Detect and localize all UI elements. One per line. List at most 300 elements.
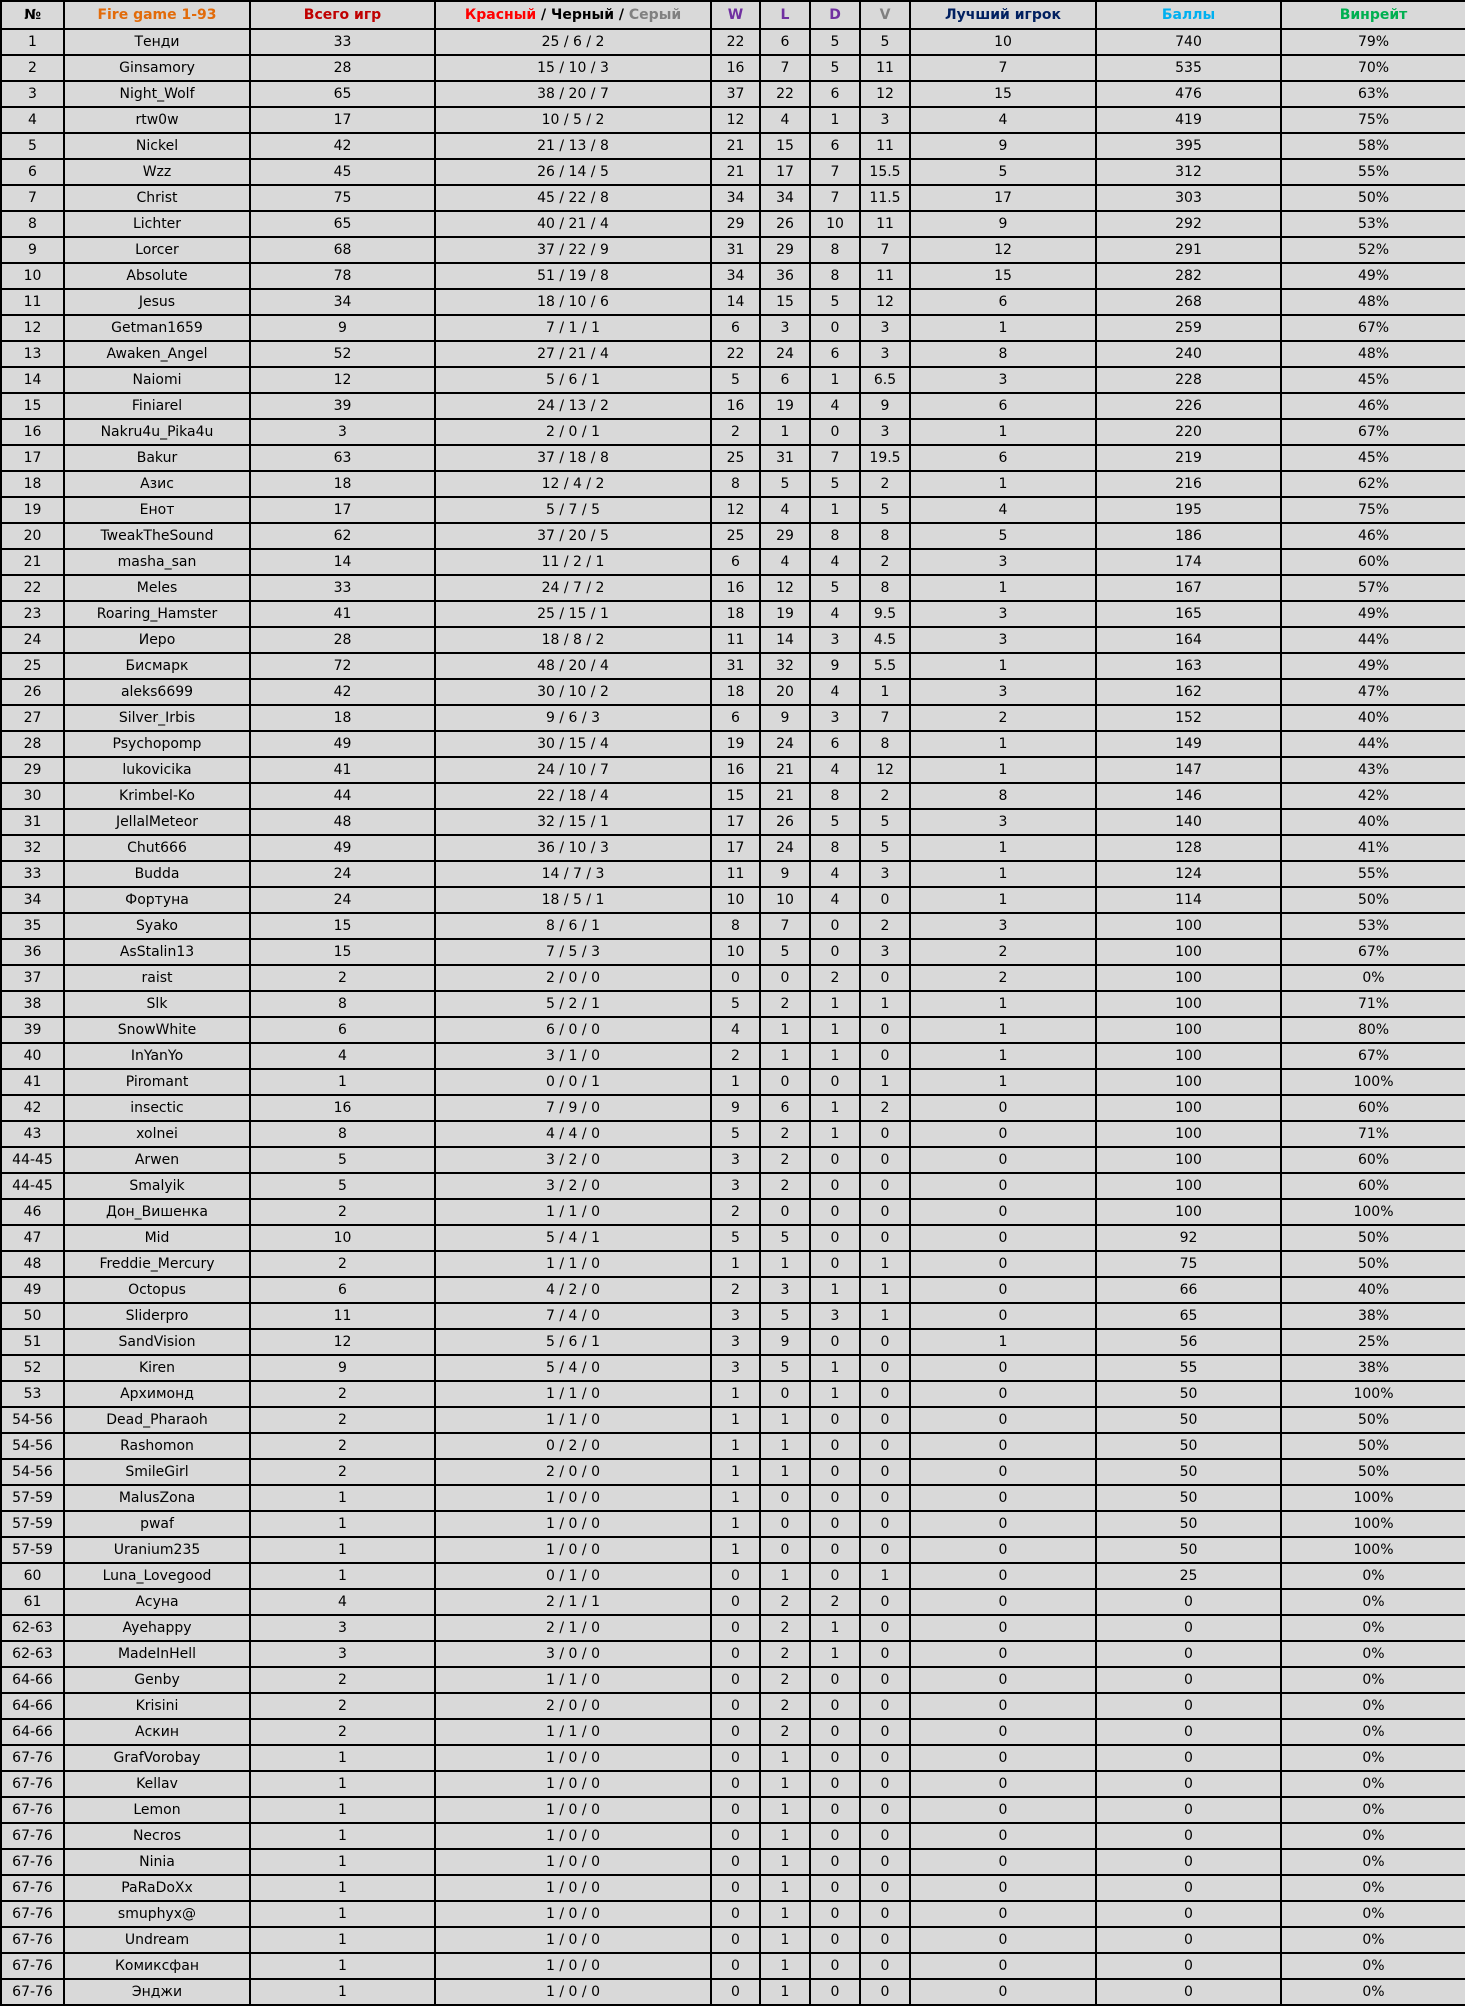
wins-cell: 34 bbox=[711, 263, 760, 289]
color-split-cell: 11 / 2 / 1 bbox=[435, 549, 711, 575]
rank-cell: 43 bbox=[1, 1121, 64, 1147]
winrate-cell: 67% bbox=[1281, 315, 1465, 341]
color-split-cell: 1 / 0 / 0 bbox=[435, 1979, 711, 2005]
player-name-cell: MadeInHell bbox=[64, 1641, 250, 1667]
points-cell: 226 bbox=[1096, 393, 1281, 419]
v-cell: 0 bbox=[860, 1823, 910, 1849]
total-games-cell: 1 bbox=[250, 1485, 435, 1511]
winrate-cell: 0% bbox=[1281, 1615, 1465, 1641]
draws-cell: 0 bbox=[810, 1823, 860, 1849]
v-cell: 9 bbox=[860, 393, 910, 419]
losses-cell: 6 bbox=[760, 1095, 810, 1121]
player-name-cell: Архимонд bbox=[64, 1381, 250, 1407]
rank-cell: 67-76 bbox=[1, 1797, 64, 1823]
draws-cell: 4 bbox=[810, 887, 860, 913]
player-name-cell: Night_Wolf bbox=[64, 81, 250, 107]
wins-cell: 0 bbox=[711, 1797, 760, 1823]
color-split-cell: 1 / 0 / 0 bbox=[435, 1537, 711, 1563]
v-cell: 11 bbox=[860, 133, 910, 159]
wins-cell: 6 bbox=[711, 705, 760, 731]
losses-cell: 7 bbox=[760, 913, 810, 939]
draws-cell: 0 bbox=[810, 1667, 860, 1693]
best-player-cell: 1 bbox=[910, 1069, 1096, 1095]
losses-cell: 34 bbox=[760, 185, 810, 211]
wins-cell: 25 bbox=[711, 445, 760, 471]
losses-cell: 0 bbox=[760, 1537, 810, 1563]
table-row bbox=[1, 1433, 1465, 1459]
points-cell: 167 bbox=[1096, 575, 1281, 601]
player-name-cell: Lorcer bbox=[64, 237, 250, 263]
rank-cell: 49 bbox=[1, 1277, 64, 1303]
best-player-cell: 1 bbox=[910, 731, 1096, 757]
points-cell: 25 bbox=[1096, 1563, 1281, 1589]
losses-cell: 1 bbox=[760, 1849, 810, 1875]
winrate-cell: 71% bbox=[1281, 991, 1465, 1017]
wins-cell: 6 bbox=[711, 549, 760, 575]
v-cell: 0 bbox=[860, 1199, 910, 1225]
header-w: W bbox=[711, 1, 760, 29]
best-player-cell: 1 bbox=[910, 1329, 1096, 1355]
header-points: Баллы bbox=[1096, 1, 1281, 29]
draws-cell: 0 bbox=[810, 1693, 860, 1719]
winrate-cell: 40% bbox=[1281, 705, 1465, 731]
points-cell: 50 bbox=[1096, 1407, 1281, 1433]
rank-cell: 11 bbox=[1, 289, 64, 315]
best-player-cell: 3 bbox=[910, 367, 1096, 393]
best-player-cell: 0 bbox=[910, 1615, 1096, 1641]
best-player-cell: 3 bbox=[910, 679, 1096, 705]
v-cell: 0 bbox=[860, 1589, 910, 1615]
v-cell: 1 bbox=[860, 1563, 910, 1589]
color-split-cell: 2 / 1 / 0 bbox=[435, 1615, 711, 1641]
winrate-cell: 0% bbox=[1281, 1979, 1465, 2005]
v-cell: 15.5 bbox=[860, 159, 910, 185]
winrate-cell: 50% bbox=[1281, 1407, 1465, 1433]
draws-cell: 1 bbox=[810, 1641, 860, 1667]
best-player-cell: 1 bbox=[910, 575, 1096, 601]
table-row bbox=[1, 1511, 1465, 1537]
color-split-cell: 37 / 20 / 5 bbox=[435, 523, 711, 549]
draws-cell: 0 bbox=[810, 1875, 860, 1901]
table-row bbox=[1, 1459, 1465, 1485]
v-cell: 0 bbox=[860, 1225, 910, 1251]
total-games-cell: 1 bbox=[250, 1823, 435, 1849]
total-games-cell: 1 bbox=[250, 1563, 435, 1589]
table-row bbox=[1, 887, 1465, 913]
color-split-cell: 32 / 15 / 1 bbox=[435, 809, 711, 835]
rank-cell: 60 bbox=[1, 1563, 64, 1589]
wins-cell: 2 bbox=[711, 1199, 760, 1225]
rank-cell: 9 bbox=[1, 237, 64, 263]
v-cell: 0 bbox=[860, 1407, 910, 1433]
color-split-cell: 2 / 0 / 1 bbox=[435, 419, 711, 445]
table-row bbox=[1, 1589, 1465, 1615]
total-games-cell: 1 bbox=[250, 1069, 435, 1095]
draws-cell: 0 bbox=[810, 1225, 860, 1251]
wins-cell: 8 bbox=[711, 471, 760, 497]
v-cell: 5 bbox=[860, 835, 910, 861]
losses-cell: 1 bbox=[760, 1459, 810, 1485]
rank-cell: 3 bbox=[1, 81, 64, 107]
winrate-cell: 67% bbox=[1281, 1043, 1465, 1069]
table-row bbox=[1, 107, 1465, 133]
v-cell: 0 bbox=[860, 1485, 910, 1511]
color-split-cell: 1 / 1 / 0 bbox=[435, 1407, 711, 1433]
losses-cell: 2 bbox=[760, 1121, 810, 1147]
v-cell: 2 bbox=[860, 471, 910, 497]
total-games-cell: 1 bbox=[250, 1979, 435, 2005]
header-rank: № bbox=[1, 1, 64, 29]
wins-cell: 0 bbox=[711, 1589, 760, 1615]
winrate-cell: 50% bbox=[1281, 1251, 1465, 1277]
rank-cell: 32 bbox=[1, 835, 64, 861]
table-row bbox=[1, 393, 1465, 419]
points-cell: 100 bbox=[1096, 1199, 1281, 1225]
table-row bbox=[1, 471, 1465, 497]
winrate-cell: 46% bbox=[1281, 523, 1465, 549]
rank-cell: 7 bbox=[1, 185, 64, 211]
winrate-cell: 50% bbox=[1281, 185, 1465, 211]
draws-cell: 5 bbox=[810, 471, 860, 497]
table-row bbox=[1, 1797, 1465, 1823]
draws-cell: 0 bbox=[810, 1797, 860, 1823]
table-row bbox=[1, 1875, 1465, 1901]
wins-cell: 18 bbox=[711, 679, 760, 705]
points-cell: 0 bbox=[1096, 1849, 1281, 1875]
best-player-cell: 2 bbox=[910, 965, 1096, 991]
player-name-cell: Naiomi bbox=[64, 367, 250, 393]
draws-cell: 3 bbox=[810, 627, 860, 653]
table-row bbox=[1, 653, 1465, 679]
points-cell: 0 bbox=[1096, 1979, 1281, 2005]
total-games-cell: 1 bbox=[250, 1511, 435, 1537]
v-cell: 5 bbox=[860, 29, 910, 55]
total-games-cell: 2 bbox=[250, 1433, 435, 1459]
total-games-cell: 2 bbox=[250, 1199, 435, 1225]
total-games-cell: 48 bbox=[250, 809, 435, 835]
v-cell: 3 bbox=[860, 107, 910, 133]
table-row bbox=[1, 1355, 1465, 1381]
v-cell: 0 bbox=[860, 1953, 910, 1979]
color-split-cell: 5 / 2 / 1 bbox=[435, 991, 711, 1017]
total-games-cell: 2 bbox=[250, 1459, 435, 1485]
rank-cell: 36 bbox=[1, 939, 64, 965]
wins-cell: 2 bbox=[711, 419, 760, 445]
total-games-cell: 24 bbox=[250, 887, 435, 913]
player-name-cell: Piromant bbox=[64, 1069, 250, 1095]
rank-cell: 53 bbox=[1, 1381, 64, 1407]
draws-cell: 1 bbox=[810, 1615, 860, 1641]
points-cell: 0 bbox=[1096, 1667, 1281, 1693]
table-row bbox=[1, 1485, 1465, 1511]
wins-cell: 0 bbox=[711, 1927, 760, 1953]
v-cell: 0 bbox=[860, 1381, 910, 1407]
player-name-cell: Arwen bbox=[64, 1147, 250, 1173]
losses-cell: 2 bbox=[760, 1615, 810, 1641]
color-split-cell: 5 / 4 / 0 bbox=[435, 1355, 711, 1381]
wins-cell: 21 bbox=[711, 133, 760, 159]
wins-cell: 10 bbox=[711, 939, 760, 965]
color-split-cell: 4 / 4 / 0 bbox=[435, 1121, 711, 1147]
table-row bbox=[1, 341, 1465, 367]
total-games-cell: 2 bbox=[250, 1693, 435, 1719]
winrate-cell: 55% bbox=[1281, 861, 1465, 887]
best-player-cell: 0 bbox=[910, 1433, 1096, 1459]
winrate-cell: 0% bbox=[1281, 1953, 1465, 1979]
best-player-cell: 1 bbox=[910, 471, 1096, 497]
v-cell: 6.5 bbox=[860, 367, 910, 393]
points-cell: 740 bbox=[1096, 29, 1281, 55]
points-cell: 114 bbox=[1096, 887, 1281, 913]
total-games-cell: 78 bbox=[250, 263, 435, 289]
total-games-cell: 49 bbox=[250, 731, 435, 757]
losses-cell: 5 bbox=[760, 939, 810, 965]
losses-cell: 0 bbox=[760, 1069, 810, 1095]
losses-cell: 14 bbox=[760, 627, 810, 653]
wins-cell: 5 bbox=[711, 991, 760, 1017]
total-games-cell: 39 bbox=[250, 393, 435, 419]
rank-cell: 50 bbox=[1, 1303, 64, 1329]
draws-cell: 0 bbox=[810, 939, 860, 965]
winrate-cell: 38% bbox=[1281, 1303, 1465, 1329]
losses-cell: 32 bbox=[760, 653, 810, 679]
points-cell: 174 bbox=[1096, 549, 1281, 575]
color-split-cell: 24 / 7 / 2 bbox=[435, 575, 711, 601]
player-name-cell: Фортуна bbox=[64, 887, 250, 913]
color-split-cell: 1 / 0 / 0 bbox=[435, 1875, 711, 1901]
player-name-cell: Wzz bbox=[64, 159, 250, 185]
winrate-cell: 60% bbox=[1281, 1095, 1465, 1121]
rank-cell: 23 bbox=[1, 601, 64, 627]
rank-cell: 64-66 bbox=[1, 1667, 64, 1693]
table-row bbox=[1, 965, 1465, 991]
rank-cell: 44-45 bbox=[1, 1173, 64, 1199]
color-split-cell: 21 / 13 / 8 bbox=[435, 133, 711, 159]
draws-cell: 6 bbox=[810, 81, 860, 107]
winrate-cell: 47% bbox=[1281, 679, 1465, 705]
color-split-cell: 18 / 5 / 1 bbox=[435, 887, 711, 913]
rank-cell: 64-66 bbox=[1, 1693, 64, 1719]
wins-cell: 1 bbox=[711, 1511, 760, 1537]
total-games-cell: 17 bbox=[250, 497, 435, 523]
table-row bbox=[1, 523, 1465, 549]
v-cell: 1 bbox=[860, 1277, 910, 1303]
draws-cell: 1 bbox=[810, 1381, 860, 1407]
points-cell: 152 bbox=[1096, 705, 1281, 731]
points-cell: 162 bbox=[1096, 679, 1281, 705]
best-player-cell: 3 bbox=[910, 627, 1096, 653]
total-games-cell: 1 bbox=[250, 1745, 435, 1771]
wins-cell: 0 bbox=[711, 1667, 760, 1693]
v-cell: 0 bbox=[860, 1797, 910, 1823]
winrate-cell: 0% bbox=[1281, 1797, 1465, 1823]
losses-cell: 1 bbox=[760, 1017, 810, 1043]
points-cell: 0 bbox=[1096, 1797, 1281, 1823]
color-split-cell: 38 / 20 / 7 bbox=[435, 81, 711, 107]
color-split-cell: 1 / 0 / 0 bbox=[435, 1901, 711, 1927]
winrate-cell: 0% bbox=[1281, 1589, 1465, 1615]
rank-cell: 67-76 bbox=[1, 1901, 64, 1927]
color-split-cell: 1 / 0 / 0 bbox=[435, 1927, 711, 1953]
draws-cell: 0 bbox=[810, 1173, 860, 1199]
v-cell: 0 bbox=[860, 1979, 910, 2005]
points-cell: 75 bbox=[1096, 1251, 1281, 1277]
draws-cell: 6 bbox=[810, 731, 860, 757]
draws-cell: 8 bbox=[810, 835, 860, 861]
best-player-cell: 3 bbox=[910, 601, 1096, 627]
player-name-cell: pwaf bbox=[64, 1511, 250, 1537]
total-games-cell: 65 bbox=[250, 81, 435, 107]
total-games-cell: 75 bbox=[250, 185, 435, 211]
player-name-cell: Bakur bbox=[64, 445, 250, 471]
wins-cell: 22 bbox=[711, 29, 760, 55]
points-cell: 50 bbox=[1096, 1511, 1281, 1537]
draws-cell: 0 bbox=[810, 1199, 860, 1225]
draws-cell: 0 bbox=[810, 1849, 860, 1875]
points-cell: 100 bbox=[1096, 1017, 1281, 1043]
losses-cell: 2 bbox=[760, 1667, 810, 1693]
draws-cell: 1 bbox=[810, 1095, 860, 1121]
v-cell: 3 bbox=[860, 419, 910, 445]
draws-cell: 0 bbox=[810, 1251, 860, 1277]
player-name-cell: insectic bbox=[64, 1095, 250, 1121]
v-cell: 1 bbox=[860, 1069, 910, 1095]
total-games-cell: 12 bbox=[250, 1329, 435, 1355]
points-cell: 216 bbox=[1096, 471, 1281, 497]
points-cell: 0 bbox=[1096, 1641, 1281, 1667]
losses-cell: 4 bbox=[760, 107, 810, 133]
player-name-cell: Lemon bbox=[64, 1797, 250, 1823]
v-cell: 1 bbox=[860, 991, 910, 1017]
color-split-cell: 27 / 21 / 4 bbox=[435, 341, 711, 367]
rank-cell: 13 bbox=[1, 341, 64, 367]
player-name-cell: Ninia bbox=[64, 1849, 250, 1875]
losses-cell: 1 bbox=[760, 1745, 810, 1771]
best-player-cell: 5 bbox=[910, 159, 1096, 185]
color-split-cell: 1 / 0 / 0 bbox=[435, 1823, 711, 1849]
total-games-cell: 42 bbox=[250, 133, 435, 159]
color-split-cell: 36 / 10 / 3 bbox=[435, 835, 711, 861]
v-cell: 5.5 bbox=[860, 653, 910, 679]
v-cell: 1 bbox=[860, 1303, 910, 1329]
v-cell: 4.5 bbox=[860, 627, 910, 653]
table-row bbox=[1, 185, 1465, 211]
points-cell: 0 bbox=[1096, 1927, 1281, 1953]
winrate-cell: 0% bbox=[1281, 1901, 1465, 1927]
v-cell: 0 bbox=[860, 1017, 910, 1043]
table-row bbox=[1, 1771, 1465, 1797]
wins-cell: 16 bbox=[711, 757, 760, 783]
v-cell: 0 bbox=[860, 1173, 910, 1199]
wins-cell: 25 bbox=[711, 523, 760, 549]
color-split-cell: 3 / 2 / 0 bbox=[435, 1173, 711, 1199]
wins-cell: 0 bbox=[711, 1641, 760, 1667]
table-row bbox=[1, 1901, 1465, 1927]
color-split-cell: 14 / 7 / 3 bbox=[435, 861, 711, 887]
table-row bbox=[1, 731, 1465, 757]
wins-cell: 6 bbox=[711, 315, 760, 341]
table-row bbox=[1, 1329, 1465, 1355]
color-split-cell: 22 / 18 / 4 bbox=[435, 783, 711, 809]
wins-cell: 0 bbox=[711, 1875, 760, 1901]
winrate-cell: 63% bbox=[1281, 81, 1465, 107]
draws-cell: 5 bbox=[810, 575, 860, 601]
best-player-cell: 0 bbox=[910, 1901, 1096, 1927]
wins-cell: 8 bbox=[711, 913, 760, 939]
table-row bbox=[1, 315, 1465, 341]
winrate-cell: 50% bbox=[1281, 1459, 1465, 1485]
best-player-cell: 0 bbox=[910, 1563, 1096, 1589]
losses-cell: 1 bbox=[760, 1823, 810, 1849]
table-row bbox=[1, 1277, 1465, 1303]
points-cell: 395 bbox=[1096, 133, 1281, 159]
points-cell: 100 bbox=[1096, 913, 1281, 939]
draws-cell: 4 bbox=[810, 393, 860, 419]
wins-cell: 1 bbox=[711, 1459, 760, 1485]
losses-cell: 1 bbox=[760, 1407, 810, 1433]
table-row bbox=[1, 1303, 1465, 1329]
draws-cell: 0 bbox=[810, 1537, 860, 1563]
winrate-cell: 0% bbox=[1281, 1641, 1465, 1667]
winrate-cell: 75% bbox=[1281, 107, 1465, 133]
table-row bbox=[1, 705, 1465, 731]
rank-cell: 5 bbox=[1, 133, 64, 159]
v-cell: 3 bbox=[860, 315, 910, 341]
best-player-cell: 0 bbox=[910, 1407, 1096, 1433]
draws-cell: 4 bbox=[810, 679, 860, 705]
losses-cell: 9 bbox=[760, 705, 810, 731]
points-cell: 312 bbox=[1096, 159, 1281, 185]
best-player-cell: 0 bbox=[910, 1875, 1096, 1901]
points-cell: 55 bbox=[1096, 1355, 1281, 1381]
header-total-games: Всего игр bbox=[250, 1, 435, 29]
total-games-cell: 49 bbox=[250, 835, 435, 861]
losses-cell: 1 bbox=[760, 1563, 810, 1589]
points-cell: 146 bbox=[1096, 783, 1281, 809]
losses-cell: 24 bbox=[760, 731, 810, 757]
color-split-cell: 0 / 2 / 0 bbox=[435, 1433, 711, 1459]
draws-cell: 6 bbox=[810, 341, 860, 367]
total-games-cell: 68 bbox=[250, 237, 435, 263]
wins-cell: 18 bbox=[711, 601, 760, 627]
rank-cell: 64-66 bbox=[1, 1719, 64, 1745]
table-row bbox=[1, 1719, 1465, 1745]
draws-cell: 0 bbox=[810, 419, 860, 445]
wins-cell: 19 bbox=[711, 731, 760, 757]
draws-cell: 0 bbox=[810, 1979, 860, 2005]
color-split-cell: 7 / 1 / 1 bbox=[435, 315, 711, 341]
best-player-cell: 0 bbox=[910, 1459, 1096, 1485]
player-name-cell: Nakru4u_Pika4u bbox=[64, 419, 250, 445]
losses-cell: 1 bbox=[760, 1979, 810, 2005]
color-split-cell: 9 / 6 / 3 bbox=[435, 705, 711, 731]
table-row bbox=[1, 1017, 1465, 1043]
best-player-cell: 1 bbox=[910, 419, 1096, 445]
v-cell: 0 bbox=[860, 1459, 910, 1485]
color-split-cell: 1 / 0 / 0 bbox=[435, 1511, 711, 1537]
winrate-cell: 100% bbox=[1281, 1511, 1465, 1537]
v-cell: 1 bbox=[860, 1251, 910, 1277]
total-games-cell: 4 bbox=[250, 1043, 435, 1069]
header-best-player: Лучший игрок bbox=[910, 1, 1096, 29]
player-name-cell: Christ bbox=[64, 185, 250, 211]
wins-cell: 5 bbox=[711, 1121, 760, 1147]
total-games-cell: 63 bbox=[250, 445, 435, 471]
wins-cell: 11 bbox=[711, 861, 760, 887]
rank-cell: 25 bbox=[1, 653, 64, 679]
header-grey-label: Серый bbox=[628, 7, 682, 23]
table-row bbox=[1, 1121, 1465, 1147]
